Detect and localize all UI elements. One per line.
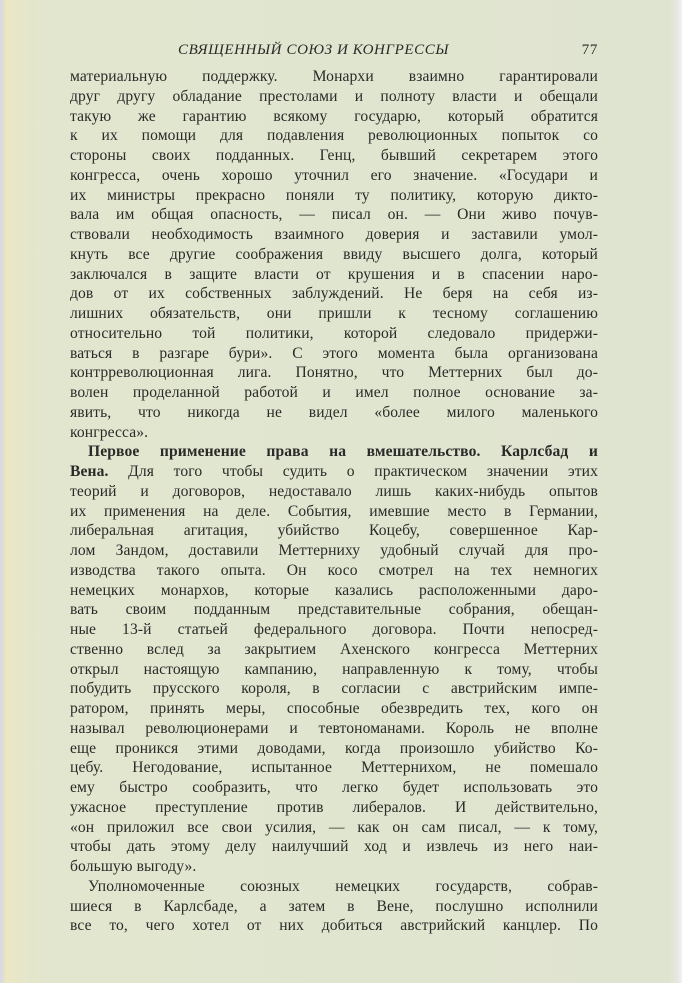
text-line: немецких монархов, которые казались расположенными даро- (70, 581, 598, 599)
text-line: их применения на деле. События, имевшие место в Германии, (70, 502, 598, 520)
text-line: к их помощи для подавления революционных попыток со (70, 127, 598, 145)
page-number: 77 (581, 42, 598, 58)
text-line: материальную поддержку. Монархи взаимно гарантировали (70, 68, 598, 85)
text-line: заключался в защите власти от крушения и в спасении наро- (70, 265, 598, 283)
text-line: волен проделанной работой и имел полное основание за- (70, 384, 598, 401)
text-line: открыл настоящую кампанию, направленную к тому, чтобы (70, 660, 598, 678)
running-title: СВЯЩЕННЫЙ СОЮЗ И КОНГРЕССЫ (178, 42, 450, 58)
text-line: Уполномоченные союзных немецких государств, собрав- (88, 877, 598, 895)
text-line: их министры прекрасно поняли ту политику, которую дикто- (70, 186, 598, 204)
text-run: Для того чтобы судить о практическом значении этих (108, 463, 598, 480)
section-heading: Первое применение права на вмешательство. Карлсбад и (88, 443, 598, 461)
text-line: ственно вслед за закрытием Ахенского конгресса Меттерних (70, 640, 598, 658)
text-line: ствовали необходимость взаимного доверия и заставили умол- (70, 226, 598, 243)
text-line: относительно той политики, которой следовало придержи- (70, 324, 598, 342)
text-line: побудить прусского короля, в согласии с австрийским импе- (70, 680, 598, 698)
text-line: друг другу обладание престолами и полноту власти и обещали (70, 87, 598, 105)
text-line: изводства такого опыта. Он косо смотрел на тех немногих (70, 561, 598, 579)
running-header (70, 42, 598, 64)
text-line (70, 462, 598, 482)
text-line: ратором, принять меры, способные обезвредить тех, кого он (70, 700, 598, 717)
text-line: вала им общая опасность, — писал он. — Они живо почув- (70, 206, 598, 224)
text-line: ужасное преступление против либералов. И действительно, (70, 798, 598, 816)
text-line: цебу. Негодование, испытанное Меттернихом, не помешало (70, 759, 598, 777)
section-heading-line (70, 442, 598, 462)
text-line: еще проникся этими доводами, когда произошло убийство Ко- (70, 739, 598, 757)
text-line: ему быстро сообразить, что легко будет использовать это (70, 779, 598, 796)
text-line: чтобы дать этому делу наилучший ход и извлечь из него наи- (70, 838, 598, 856)
text-line: такую же гарантию всякому государю, который обратится (70, 107, 598, 125)
page-edge (0, 0, 3, 983)
text-line: ные 13-й статьей федерального договора. Почти непосред- (70, 621, 598, 638)
text-line: дов от их собственных заблуждений. Не беря на себя из- (70, 285, 598, 303)
text-line: ваться в разгаре бури». С этого момента была организована (70, 344, 598, 362)
text-line: кнуть все другие соображения ввиду высшего долга, который (70, 245, 598, 263)
text-line: большую выгоду». (70, 858, 197, 875)
text-line: называл революционерами и тевтономанами. Король не вполне (70, 719, 598, 737)
text-line: контрреволюционная лига. Понятно, что Меттерних был до- (70, 364, 598, 382)
text-line: стороны своих подданных. Генц, бывший секретарем этого (70, 147, 598, 164)
text-line: конгресса, очень хорошо уточнил его значение. «Государи и (70, 166, 598, 184)
text-line: «он приложил все свои усилия, — как он сам писал, — к тому, (70, 818, 598, 836)
text-line: лишних обязательств, они пришли к тесному соглашению (70, 305, 598, 322)
section-heading-end: Вена. (70, 463, 109, 480)
text-line: явить, что никогда не видел «более милого маленького (70, 403, 598, 421)
text-line: конгресса». (70, 423, 149, 441)
page-body (70, 67, 598, 936)
text-line: шиеся в Карлсбаде, а затем в Вене, послушно исполнили (70, 897, 598, 915)
text-line: вать своим подданным представительные собрания, обещан- (70, 601, 598, 619)
text-line: лом Зандом, доставили Меттерниху удобный случай для про- (70, 542, 598, 559)
text-line: теорий и договоров, недоставало лишь каких-нибудь опытов (70, 482, 598, 500)
text-line: все то, чего хотел от них добиться австрийский канцлер. По (70, 917, 598, 935)
text-line: либеральная агитация, убийство Коцебу, совершенное Кар- (70, 522, 598, 540)
